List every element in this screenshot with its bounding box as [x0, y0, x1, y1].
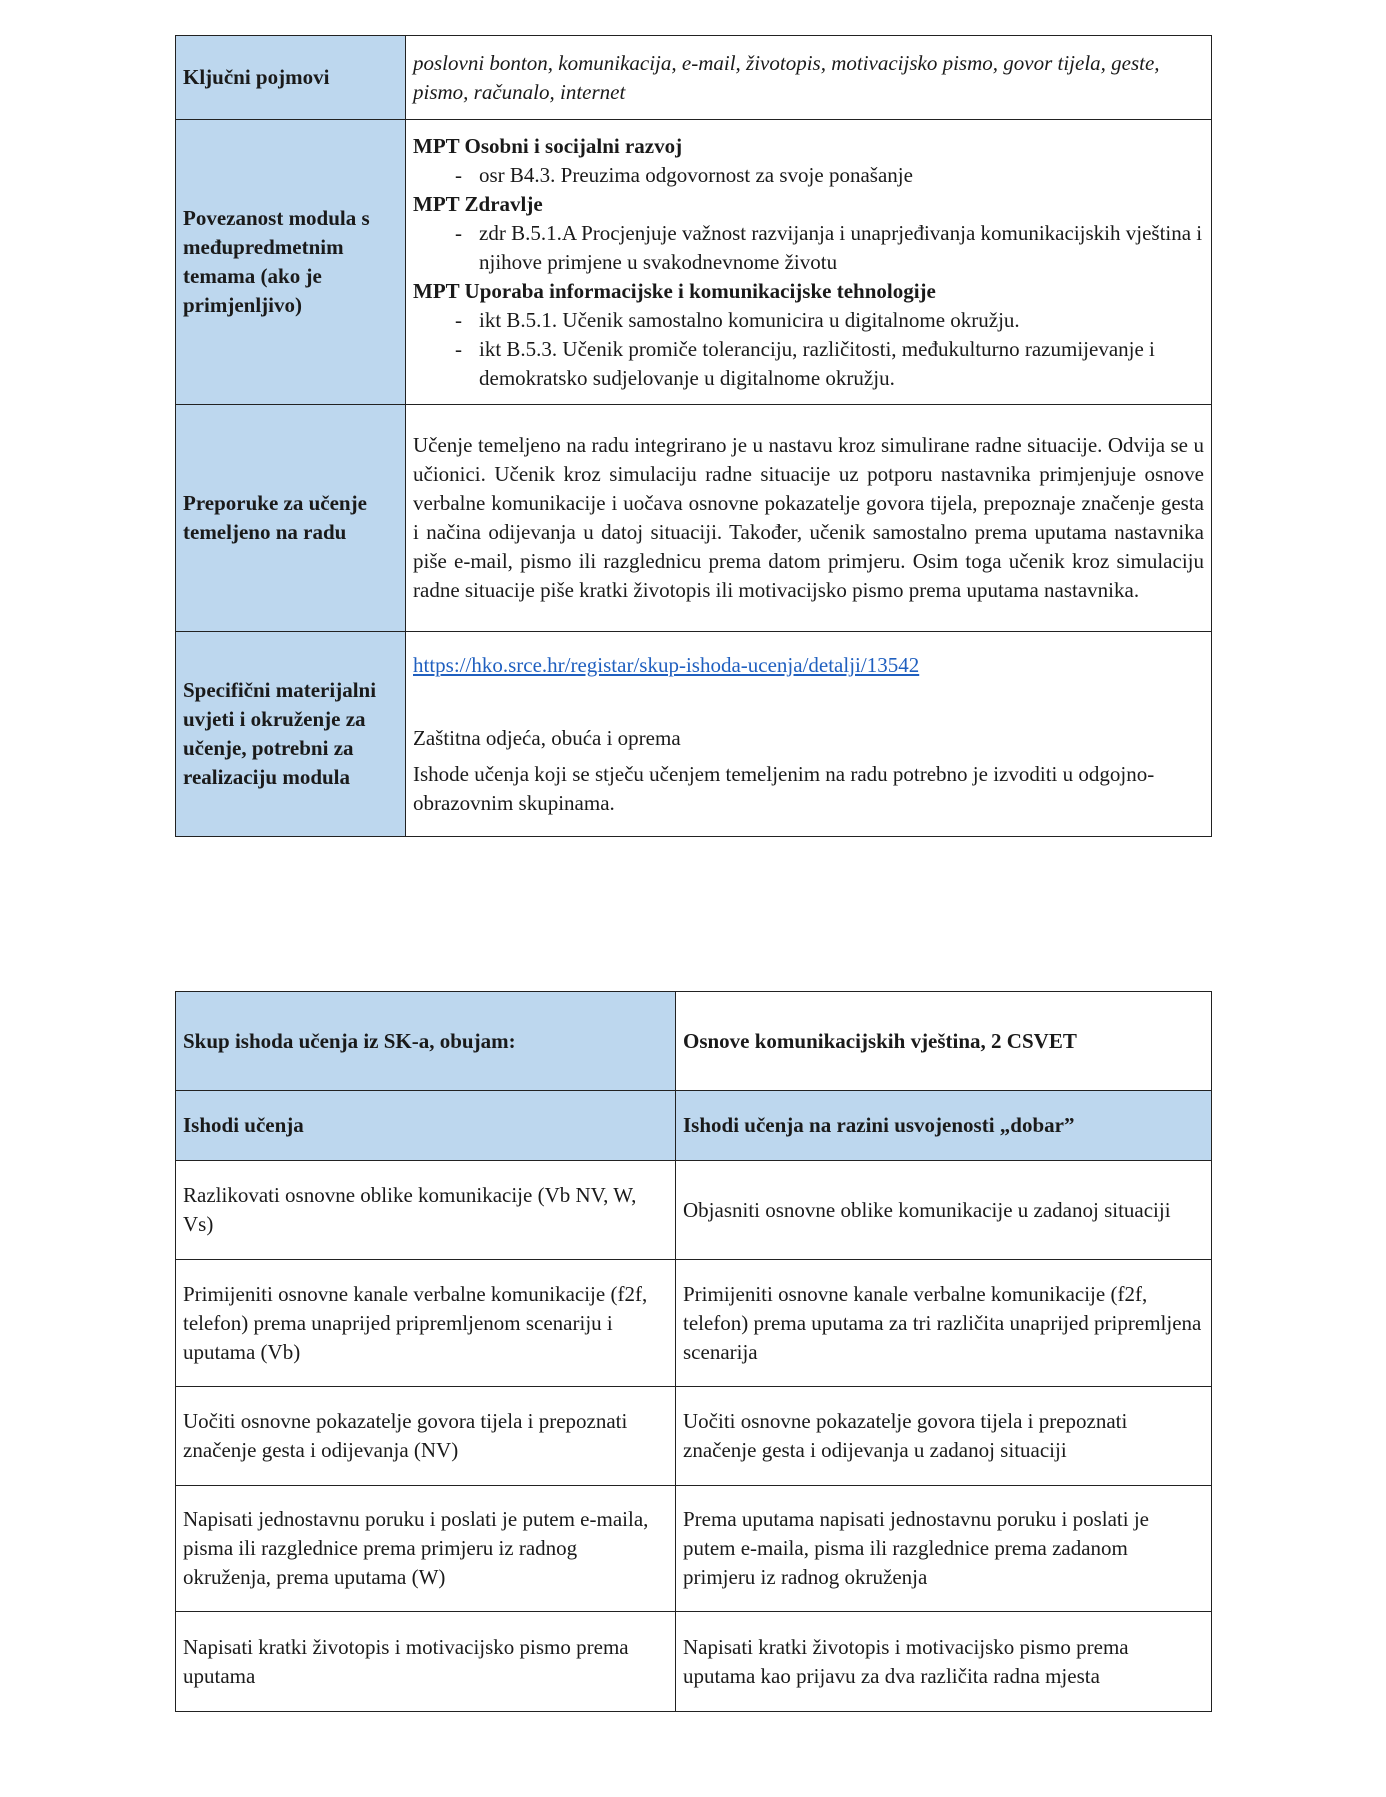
table-row: [176, 1612, 1212, 1712]
outcome-good-cell: Uočiti osnovne pokazatelje govora tijela i prepoznati značenje gesta i odijevanja u zadanoj situaciji: [676, 1387, 1212, 1486]
mpt-item: - ikt B.5.1. Učenik samostalno komunicira u digitalnome okružju.: [413, 306, 1204, 335]
outcomes-set-label: Skup ishoda učenja iz SK-a, obujam:: [176, 992, 676, 1091]
mpt-heading: MPT Osobni i socijalni razvoj: [413, 133, 683, 158]
outcome-good-cell: Primijeniti osnovne kanale verbalne komunikacije (f2f, telefon) prema uputama za tri različita unaprijed pripremljena scenarija: [676, 1260, 1212, 1387]
dash-bullet-icon: -: [455, 162, 462, 187]
material-conditions-value: [406, 632, 1212, 837]
dash-bullet-icon: -: [455, 336, 462, 361]
outcomes-set-row: [176, 992, 1212, 1091]
outcome-cell: Napisati kratki životopis i motivacijsko pismo prema uputama: [176, 1612, 676, 1712]
protective-gear-text: Zaštitna odjeća, obuća i oprema: [413, 725, 681, 750]
key-terms-label: Ključni pojmovi: [176, 36, 406, 120]
row-work-based-learning: [176, 405, 1212, 632]
column-header-outcomes: Ishodi učenja: [176, 1091, 676, 1161]
outcome-good-cell: Prema uputama napisati jednostavnu poruku i poslati je putem e-maila, pisma ili razglednice prema zadanom primjeru iz radnog okruženja: [676, 1486, 1212, 1612]
row-key-terms: [176, 36, 1212, 120]
outcome-good-cell: Objasniti osnovne oblike komunikacije u zadanoj situaciji: [676, 1161, 1212, 1260]
mpt-item: - zdr B.5.1.A Procjenjuje važnost razvijanja i unaprjeđivanja komunikacijskih vještina i njihove primjene u svakodnevnome životu: [455, 220, 1203, 274]
work-based-learning-value: Učenje temeljeno na radu integrirano je u nastavu kroz simulirane radne situacije. Odvija se u učionici. Učenik kroz simulaciju radne situacije uz potporu nastavnika primjenjuje osnove verbalne komunikacije i uočava osnovne pokazatelje govora tijela, prepoznaje značenje gesta i načina odijevanja u datoj situaciji. Također, učenik samostalno prema uputama nastavnika piše e-mail, pismo ili razglednicu prema datom primjeru. Osim toga učenik kroz simulaciju radne situacije piše kratki životopis ili motivacijsko pismo prema uputama nastavnika.: [406, 405, 1212, 632]
work-based-learning-label: Preporuke za učenje temeljeno na radu: [176, 405, 406, 632]
outcome-cell: Napisati jednostavnu poruku i poslati je putem e-maila, pisma ili razglednice prema primjeru iz radnog okruženja, prema uputama (W): [176, 1486, 676, 1612]
material-conditions-label: Specifični materijalni uvjeti i okruženje za učenje, potrebni za realizaciju modula: [176, 632, 406, 837]
outcomes-column-headers: [176, 1091, 1212, 1161]
mpt-heading: MPT Uporaba informacijske i komunikacijske tehnologije: [413, 278, 936, 303]
dash-bullet-icon: -: [455, 220, 462, 245]
hko-registry-link[interactable]: https://hko.srce.hr/registar/skup-ishoda-ucenja/detalji/13542: [413, 652, 920, 677]
table-row: [176, 1260, 1212, 1387]
row-cross-curricular: [176, 120, 1212, 405]
row-material-conditions: [176, 632, 1212, 837]
outcome-cell: Razlikovati osnovne oblike komunikacije (Vb NV, W, Vs): [176, 1161, 676, 1260]
table-row: [176, 1387, 1212, 1486]
mpt-item: - ikt B.5.3. Učenik promiče toleranciju, različitosti, međukulturno razumijevanje i demokratsko sudjelovanje u digitalnome okružju.: [455, 336, 1155, 390]
mpt-item: - osr B4.3. Preuzima odgovornost za svoje ponašanje: [413, 161, 1204, 190]
table-row: [176, 1161, 1212, 1260]
learning-outcomes-table: [175, 991, 1212, 1712]
mpt-heading: MPT Zdravlje: [413, 191, 543, 216]
groups-text: Ishode učenja koji se stječu učenjem temeljenim na radu potrebno je izvoditi u odgojno-obrazovnim skupinama.: [413, 761, 1155, 815]
outcome-cell: Uočiti osnovne pokazatelje govora tijela i prepoznati značenje gesta i odijevanja (NV): [176, 1387, 676, 1486]
cross-curricular-label: Povezanost modula s međupredmetnim temama (ako je primjenljivo): [176, 120, 406, 405]
dash-bullet-icon: -: [455, 307, 462, 332]
outcomes-set-value: Osnove komunikacijskih vještina, 2 CSVET: [676, 992, 1212, 1091]
module-info-table: [175, 35, 1212, 837]
outcome-good-cell: Napisati kratki životopis i motivacijsko pismo prema uputama kao prijavu za dva različita radna mjesta: [676, 1612, 1212, 1712]
cross-curricular-value: [406, 120, 1212, 405]
outcome-cell: Primijeniti osnovne kanale verbalne komunikacije (f2f, telefon) prema unaprijed pripremljenom scenariju i uputama (Vb): [176, 1260, 676, 1387]
table-row: [176, 1486, 1212, 1612]
column-header-outcomes-good: Ishodi učenja na razini usvojenosti „dobar”: [676, 1091, 1212, 1161]
key-terms-value: poslovni bonton, komunikacija, e-mail, životopis, motivacijsko pismo, govor tijela, geste, pismo, računalo, internet: [406, 36, 1212, 120]
